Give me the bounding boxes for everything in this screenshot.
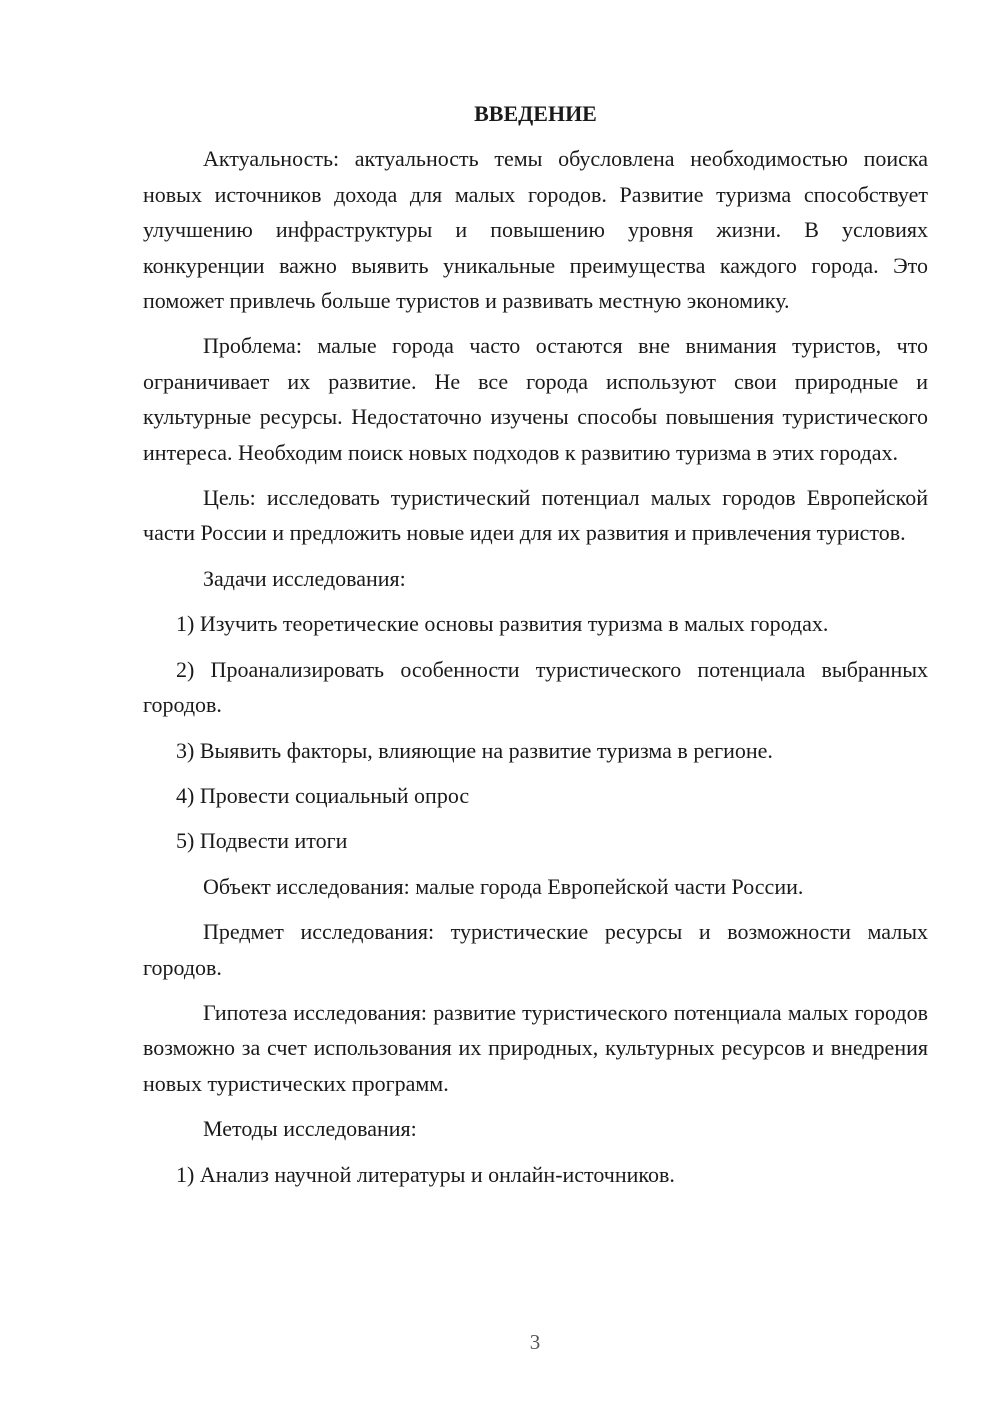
task-item-5: 5) Подвести итоги bbox=[176, 828, 348, 854]
page-number: 3 bbox=[529, 1330, 541, 1354]
tasks-label: Задачи исследования: bbox=[203, 565, 406, 591]
problem-paragraph: Проблема: малые города часто остаются вне внимания туристов, что ограничивает их развитие. Не все города используют свои природные и культурные ресурсы. Недостаточно изучены способы повышения туристического интереса. Необходим поиск новых подходов к развитию туризма в этих городах. bbox=[143, 333, 928, 465]
document-title: ВВЕДЕНИЕ bbox=[474, 101, 597, 126]
task-item-3: 3) Выявить факторы, влияющие на развитие туризма в регионе. bbox=[176, 737, 773, 763]
document-page bbox=[143, 96, 928, 1202]
methods-label: Методы исследования: bbox=[203, 1116, 417, 1142]
method-item-1: 1) Анализ научной литературы и онлайн-источников. bbox=[176, 1161, 675, 1187]
object-paragraph: Объект исследования: малые города Европейской части России. bbox=[203, 873, 804, 899]
goal-paragraph: Цель: исследовать туристический потенциал малых городов Европейской части России и предложить новые идеи для их развития и привлечения туристов. bbox=[143, 485, 928, 546]
relevance-paragraph: Актуальность: актуальность темы обусловлена необходимостью поиска новых источников дохода для малых городов. Развитие туризма способствует улучшению инфраструктуры и повышению уровня жизни. В условиях конкуренции важно выявить уникальные преимущества каждого города. Это поможет привлечь больше туристов и развивать местную экономику. bbox=[143, 146, 928, 314]
subject-paragraph: Предмет исследования: туристические ресурсы и возможности малых городов. bbox=[143, 919, 928, 980]
task-item-1: 1) Изучить теоретические основы развития туризма в малых городах. bbox=[176, 611, 829, 637]
hypothesis-paragraph: Гипотеза исследования: развитие туристического потенциала малых городов возможно за счет использования их природных, культурных ресурсов и внедрения новых туристических программ. bbox=[143, 999, 928, 1096]
task-item-2: 2) Проанализировать особенности туристического потенциала выбранных городов. bbox=[143, 656, 928, 718]
task-item-4: 4) Провести социальный опрос bbox=[176, 782, 470, 808]
